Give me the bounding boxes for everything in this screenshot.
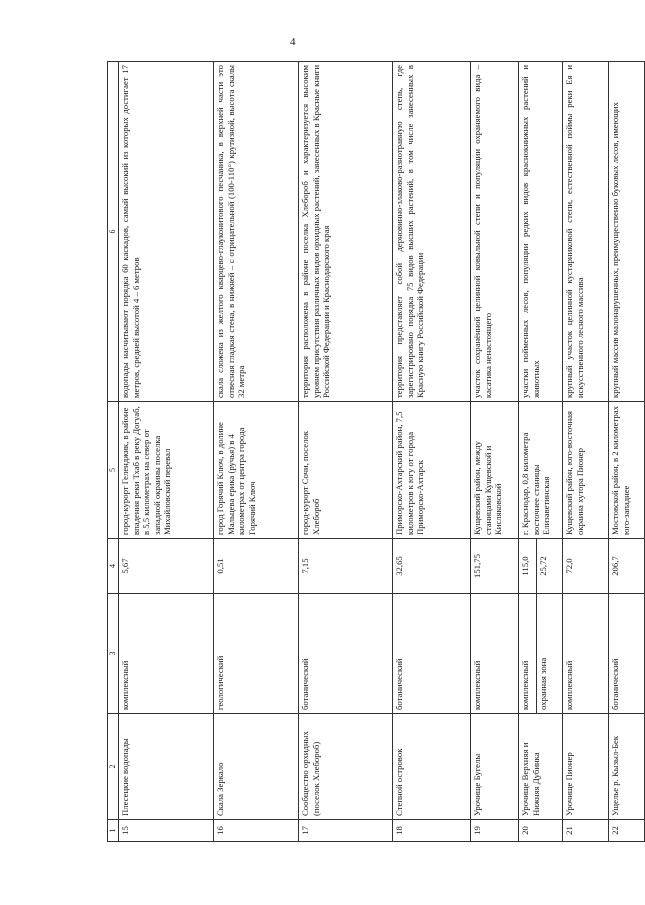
area-size: 5,67 [119,539,214,594]
area-location: Приморско-Ахтарский район, 7,5 километров к югу от города Приморско-Ахтарск [393,402,471,539]
row-number: 15 [119,820,214,842]
area-name: Урочище Бугелы [471,714,519,820]
area-size: 206,7 [609,539,645,594]
header-cell: 2 [108,714,119,820]
protected-areas-table [107,61,645,842]
header-cell: 1 [108,820,119,842]
row-number: 20 [519,820,563,842]
area-name: Урочище Верхняя и Нижняя Дубинка [519,714,563,820]
header-cell: 5 [108,402,119,539]
table-frame [107,62,631,842]
table-row [519,62,537,842]
table-row [299,62,393,842]
area-name: Скала Зеркало [214,714,299,820]
area-name: Степной островок [393,714,471,820]
area-profile: геологический [214,594,299,714]
area-profile: комплексный [471,594,519,714]
area-size: 0,51 [214,539,299,594]
rotated-page-content [107,62,631,842]
table-row [563,62,609,842]
area-location: Кущевский район, юго-восточная окраина хутора Пионер [563,402,609,539]
header-cell: 6 [108,62,119,402]
area-profile: ботанический [393,594,471,714]
area-profile: комплексный [563,594,609,714]
area-size: 7,15 [299,539,393,594]
row-number: 16 [214,820,299,842]
table-row [119,62,214,842]
area-location: г. Краснодар, 0,8 километра восточнее станицы Елизаветинская [519,402,563,539]
row-number: 17 [299,820,393,842]
area-location: город-курорт Сочи, поселок Хлебороб [299,402,393,539]
table-row [393,62,471,842]
buffer-zone-size: 25,72 [537,539,563,594]
row-number: 22 [609,820,645,842]
area-name: Плесецкие водопады [119,714,214,820]
area-description: территория расположена в районе поселка Хлебороб и характеризуется высоким уровнем присутствия различных видов орхидных растений, занесенных в Красные книги Российской Федерации и Краснодарского края [299,62,393,402]
area-description: участки пойменных лесов, популяции редких видов краснокнижных растений и животных [519,62,563,402]
area-name: Урочище Пионер [563,714,609,820]
table-row [214,62,299,842]
area-description: водопады насчитывают порядка 60 каскадов, самый высокий из которых достигает 17 метров, средней высотой 4 – 6 метров [119,62,214,402]
row-number: 18 [393,820,471,842]
page-number: 4 [290,36,296,48]
row-number: 21 [563,820,609,842]
area-profile: комплексный [119,594,214,714]
table-row [471,62,519,842]
area-size: 32,65 [393,539,471,594]
area-location: Кущевский район, между станицами Кущевской и Кисляковской [471,402,519,539]
area-location: город Горячий Ключ, в долине Мальцева ерика (ручья) в 4 километрах от центра города Горячий Ключ [214,402,299,539]
area-name: Сообщество орхидных (поселок Хлебороб) [299,714,393,820]
area-profile: комплексный [519,594,537,714]
area-description: скала сложена из желтого кварцево-глауконитового песчаника, в верхней части это отвесная гладкая стена, в нижней – с отрицательной (100-110°) крутизной, высота скалы 32 метра [214,62,299,402]
area-size: 115,0 [519,539,537,594]
header-cell: 4 [108,539,119,594]
column-number-row [108,62,119,842]
table-row [609,62,645,842]
area-profile: ботанический [299,594,393,714]
area-location: Мостовской район, в 2 километрах юго-западнее [609,402,645,539]
area-description: территория представляет собой дерновинно-злаково-разнотравную степь, где зарегистрировано порядка 75 видов высших растений, в том числе занесенных в Красную книгу Российской Федерации [393,62,471,402]
area-description: крупный массив малонарушенных, преимущественно буковых лесов, имеющих [609,62,645,402]
area-location: город-курорт Геленджик, в районе впадения реки Тхаб в реку Догуаб, в 5,5 километрах на север от западной окраины поселка Михайловский перевал [119,402,214,539]
area-size: 72,0 [563,539,609,594]
area-size: 151,75 [471,539,519,594]
area-description: участок сохранённой целинной ковыльной степи и популяции охраняемого вида – касатика ненастоящего [471,62,519,402]
area-name: Ущелье р. Кызыл-Бек [609,714,645,820]
area-description: крупный участок целинной кустарниковой степи, естественной поймы реки Ея и искусственного лесного массива [563,62,609,402]
row-number: 19 [471,820,519,842]
area-profile: ботанический [609,594,645,714]
header-cell: 3 [108,594,119,714]
buffer-zone-profile: охранная зона [537,594,563,714]
